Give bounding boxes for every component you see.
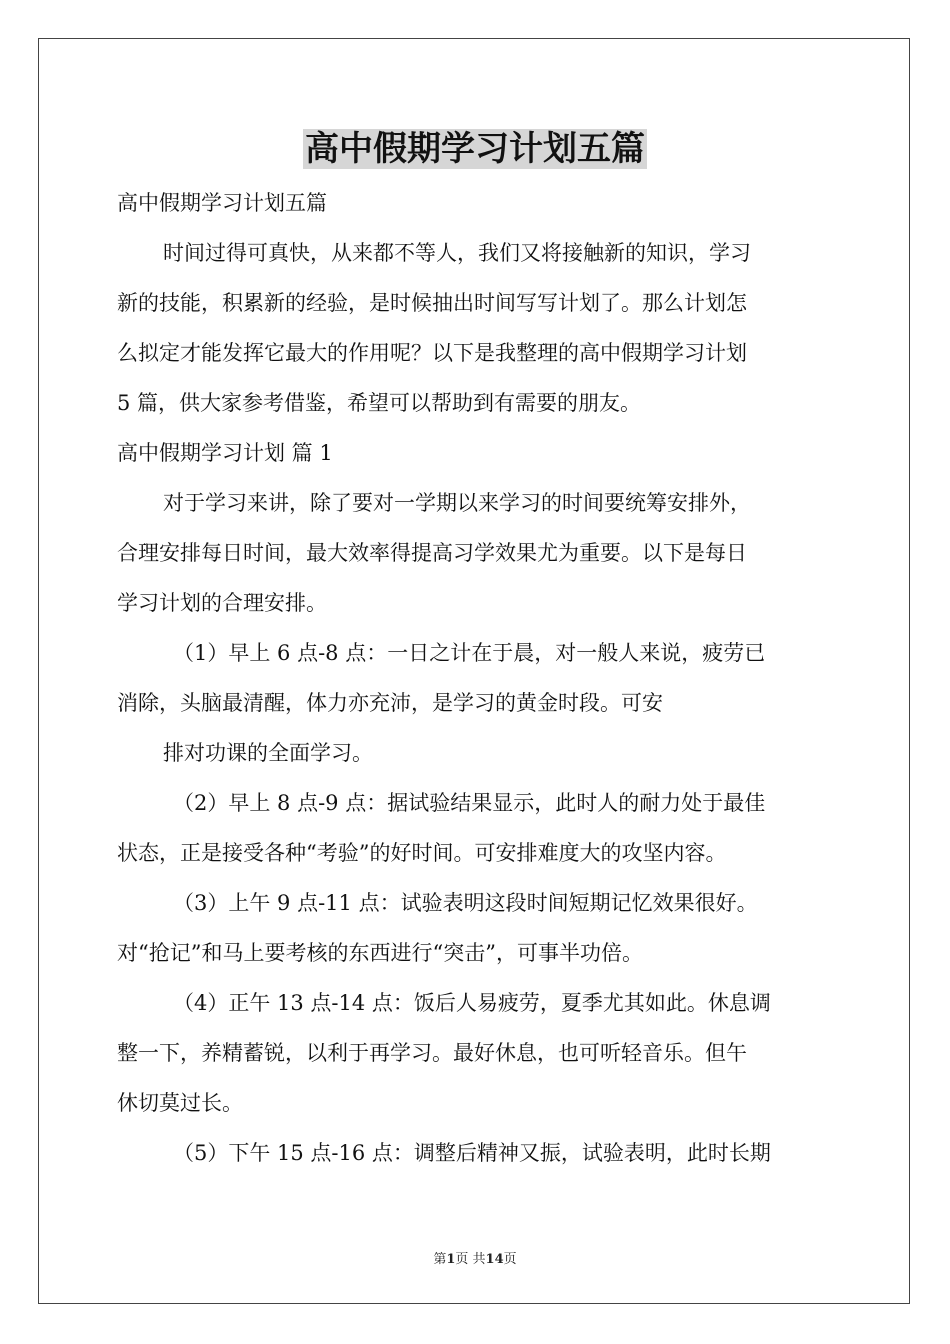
body-line-item2-2: 状态，正是接受各种“考验”的好时间。可安排难度大的攻坚内容。 <box>117 841 727 865</box>
body-line-item1-3: 排对功课的全面学习。 <box>163 741 373 765</box>
body-line-intro-3: 么拟定才能发挥它最大的作用呢？以下是我整理的高中假期学习计划 <box>117 341 747 365</box>
document-title <box>0 126 950 172</box>
body-line-intro-4: 5 篇，供大家参考借鉴，希望可以帮助到有需要的朋友。 <box>117 391 642 415</box>
body-line-subtitle: 高中假期学习计划五篇 <box>117 191 327 215</box>
body-line-item5-1: （5）下午 15 点-16 点：调整后精神又振，试验表明，此时长期 <box>173 1141 771 1165</box>
footer-page-total: 14 <box>485 1252 504 1267</box>
body-line-item1-1: （1）早上 6 点-8 点：一日之计在于晨，对一般人来说，疲劳已 <box>173 641 766 665</box>
body-line-section-3: 学习计划的合理安排。 <box>117 591 327 615</box>
body-line-item1-2: 消除，头脑最清醒，体力亦充沛，是学习的黄金时段。可安 <box>117 691 663 715</box>
body-line-item3-2: 对“抢记”和马上要考核的东西进行“突击”，可事半功倍。 <box>117 941 643 965</box>
footer-page-suffix: 页 <box>503 1252 517 1267</box>
footer-page-mid: 页 共 <box>455 1252 486 1267</box>
body-line-item4-3: 休切莫过长。 <box>117 1091 243 1115</box>
body-line-intro-1: 时间过得可真快，从来都不等人，我们又将接触新的知识，学习 <box>163 241 751 265</box>
body-line-intro-2: 新的技能，积累新的经验，是时候抽出时间写写计划了。那么计划怎 <box>117 291 747 315</box>
body-line-section-2: 合理安排每日时间，最大效率得提高习学效果尤为重要。以下是每日 <box>117 541 747 565</box>
body-line-item4-2: 整一下，养精蓄锐，以利于再学习。最好休息，也可听轻音乐。但午 <box>117 1041 747 1065</box>
body-line-item4-1: （4）正午 13 点-14 点：饭后人易疲劳，夏季尤其如此。休息调 <box>173 991 771 1015</box>
body-line-section-1: 对于学习来讲，除了要对一学期以来学习的时间要统筹安排外， <box>163 491 751 515</box>
section-heading-1: 高中假期学习计划 篇 1 <box>117 441 333 465</box>
document-title-text: 高中假期学习计划五篇 <box>305 129 645 169</box>
document-body <box>117 178 835 1178</box>
body-line-item2-1: （2）早上 8 点-9 点：据试验结果显示，此时人的耐力处于最佳 <box>173 791 766 815</box>
footer-page-current: 1 <box>446 1252 456 1267</box>
page-footer <box>0 1248 950 1267</box>
body-line-item3-1: （3）上午 9 点-11 点：试验表明这段时间短期记忆效果很好。 <box>173 891 758 915</box>
footer-page-prefix: 第 <box>433 1252 447 1267</box>
